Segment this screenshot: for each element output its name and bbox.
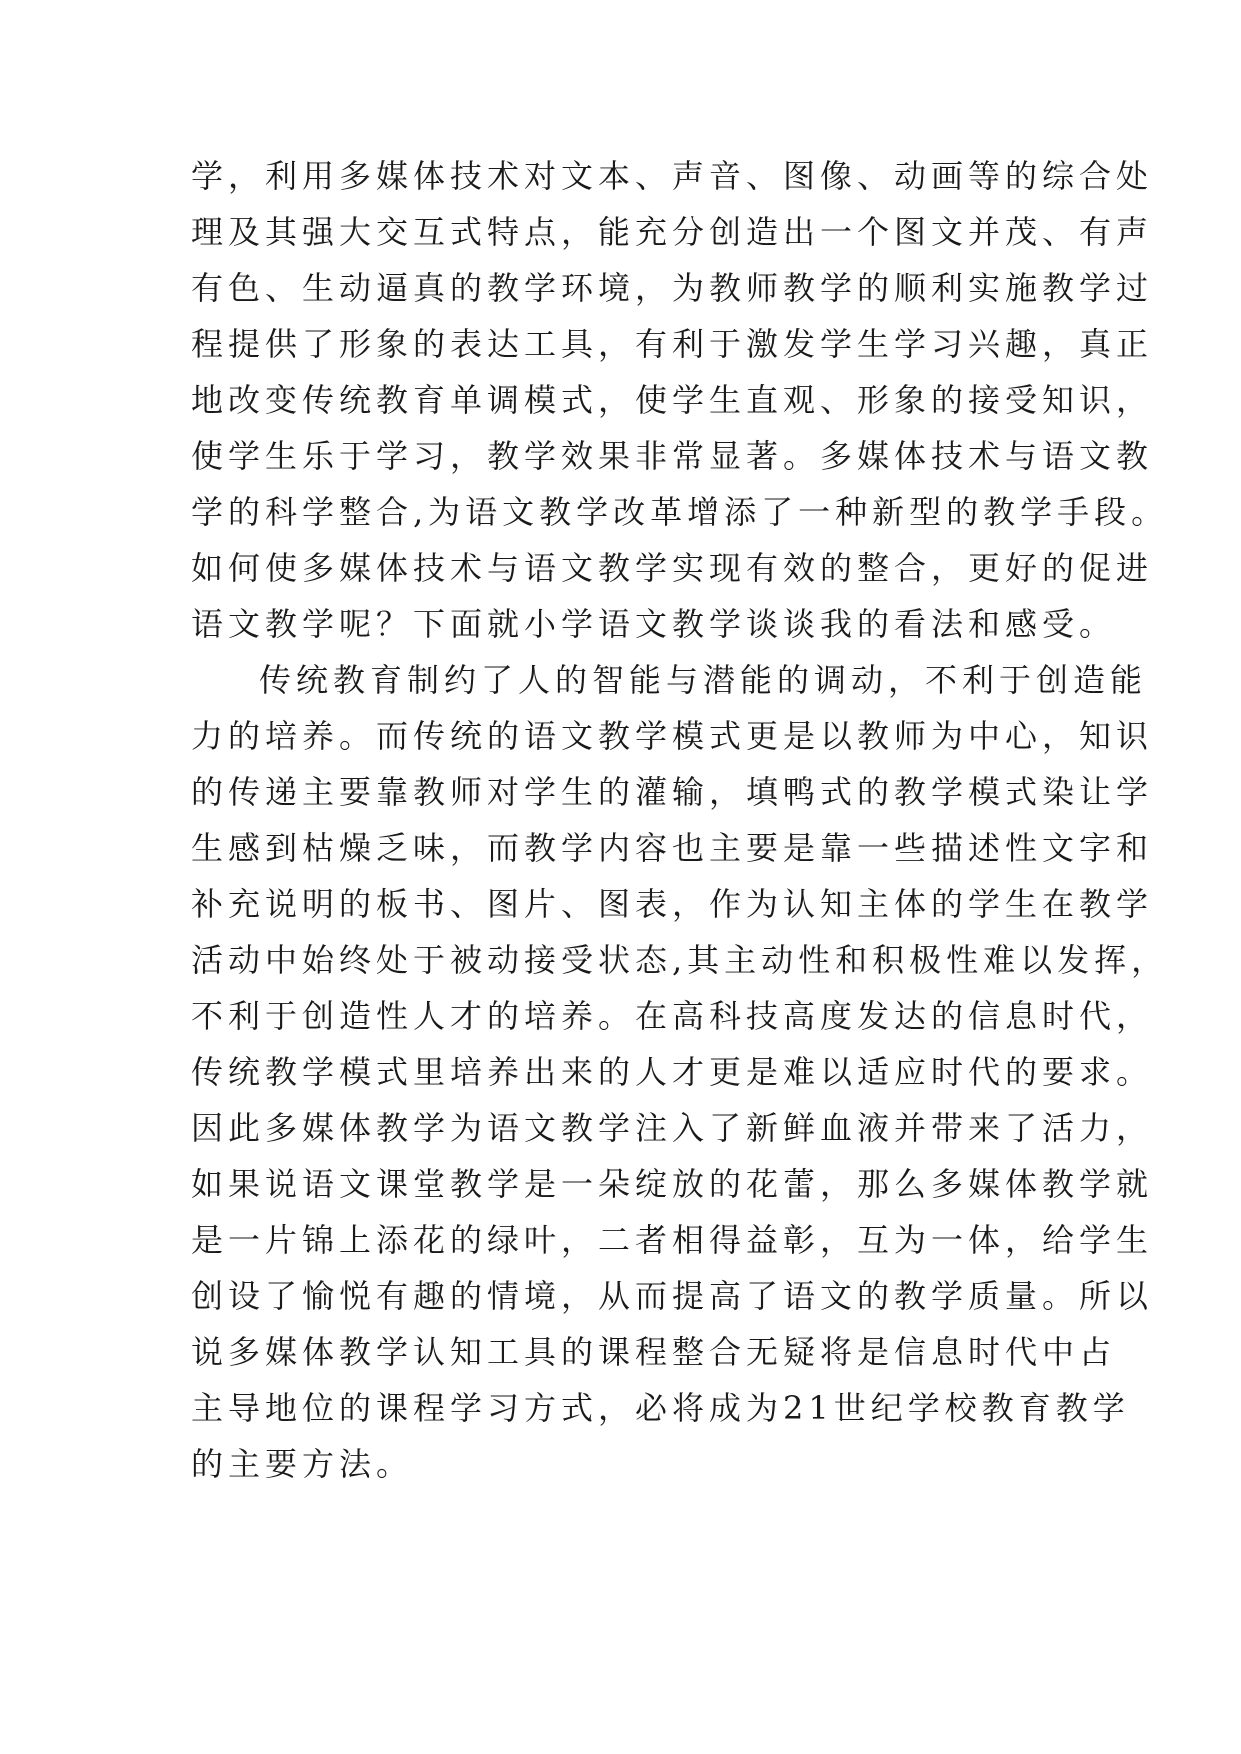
- text-line: 学的科学整合,为语文教学改革增添了一种新型的教学手段。: [191, 493, 1169, 531]
- text-line: 学，利用多媒体技术对文本、声音、图像、动画等的综合处: [191, 157, 1154, 195]
- text-line: 的传递主要靠教师对学生的灌输，填鸭式的教学模式染让学: [191, 773, 1154, 811]
- text-line: 说多媒体教学认知工具的课程整合无疑将是信息时代中占: [191, 1333, 1117, 1371]
- text-line: 力的培养。而传统的语文教学模式更是以教师为中心，知识: [191, 717, 1154, 755]
- text-line: 理及其强大交互式特点，能充分创造出一个图文并茂、有声: [191, 213, 1154, 251]
- text-line: 补充说明的板书、图片、图表，作为认知主体的学生在教学: [191, 885, 1154, 923]
- text-line: 活动中始终处于被动接受状态,其主动性和积极性难以发挥，: [191, 941, 1169, 979]
- text-line: 因此多媒体教学为语文教学注入了新鲜血液并带来了活力，: [191, 1109, 1154, 1147]
- text-line: 不利于创造性人才的培养。在高科技高度发达的信息时代，: [191, 997, 1154, 1035]
- text-line: 有色、生动逼真的教学环境，为教师教学的顺利实施教学过: [191, 269, 1154, 307]
- text-line: 地改变传统教育单调模式，使学生直观、形象的接受知识，: [191, 381, 1154, 419]
- paragraph: [191, 148, 1169, 652]
- text-line: 使学生乐于学习，教学效果非常显著。多媒体技术与语文教: [191, 437, 1154, 475]
- text-line: 语文教学呢？下面就小学语文教学谈谈我的看法和感受。: [191, 605, 1117, 643]
- text-line: 创设了愉悦有趣的情境，从而提高了语文的教学质量。所以: [191, 1277, 1154, 1315]
- paragraph: [191, 652, 1169, 1492]
- text-line: 生感到枯燥乏味，而教学内容也主要是靠一些描述性文字和: [191, 829, 1154, 867]
- text-line: 传统教育制约了人的智能与潜能的调动，不利于创造能: [259, 661, 1148, 699]
- text-line: 程提供了形象的表达工具，有利于激发学生学习兴趣，真正: [191, 325, 1154, 363]
- body-text: [191, 148, 1169, 1492]
- text-line: 如果说语文课堂教学是一朵绽放的花蕾，那么多媒体教学就: [191, 1165, 1154, 1203]
- text-line: 传统教学模式里培养出来的人才更是难以适应时代的要求。: [191, 1053, 1154, 1091]
- text-line: 的主要方法。: [191, 1445, 414, 1483]
- text-line: 主导地位的课程学习方式，必将成为21世纪学校教育教学: [191, 1389, 1130, 1427]
- text-line: 是一片锦上添花的绿叶，二者相得益彰，互为一体，给学生: [191, 1221, 1154, 1259]
- text-line: 如何使多媒体技术与语文教学实现有效的整合，更好的促进: [191, 549, 1154, 587]
